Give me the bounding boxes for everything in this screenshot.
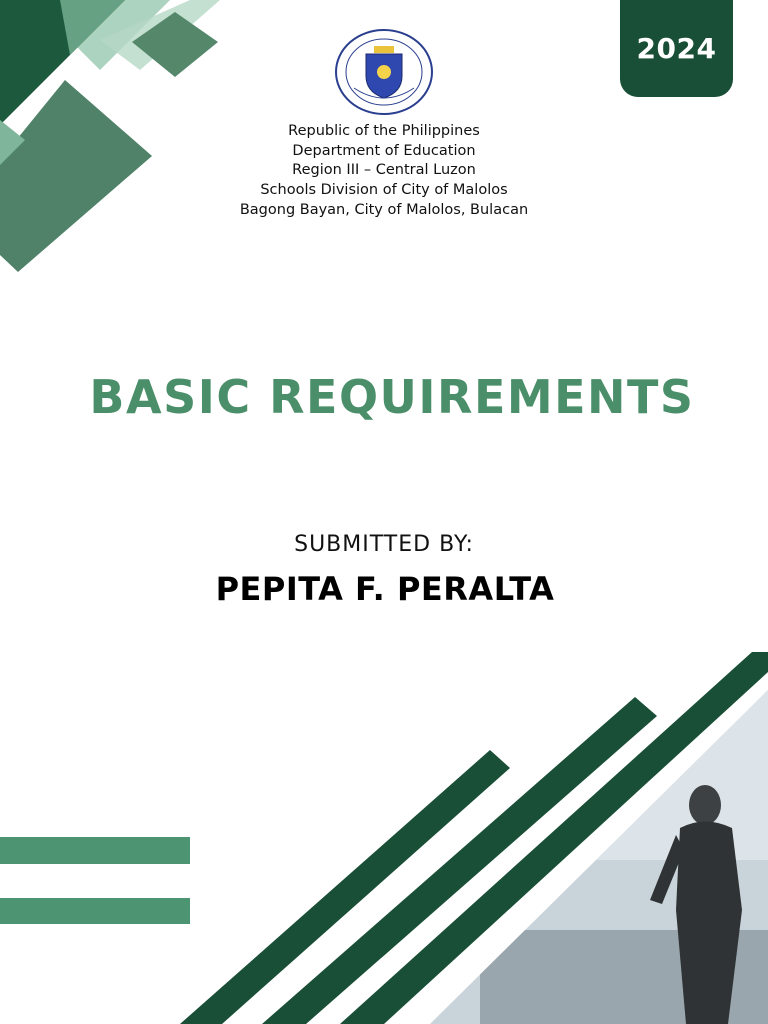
deped-seal-logo: [334, 28, 434, 116]
header-line-address: Bagong Bayan, City of Malolos, Bulacan: [239, 201, 529, 218]
bottom-stripes-decoration: [0, 640, 768, 1024]
document-title: BASIC REQUIREMENTS: [89, 370, 695, 424]
header-line-department: Department of Education: [292, 142, 476, 159]
green-bar-lower: [0, 898, 190, 924]
submitted-by-label: SUBMITTED BY:: [294, 532, 474, 557]
header-line-region: Region III – Central Luzon: [292, 162, 476, 179]
header-line-division: Schools Division of City of Malolos: [260, 182, 508, 199]
header-address-block: [0, 122, 768, 221]
statue-photo-image: [400, 680, 768, 1024]
green-bar-upper: [0, 837, 190, 864]
year-badge: 2024: [620, 0, 733, 97]
submitter-name: PEPITA F. PERALTA: [215, 570, 555, 608]
header-line-republic: Republic of the Philippines: [288, 123, 480, 139]
